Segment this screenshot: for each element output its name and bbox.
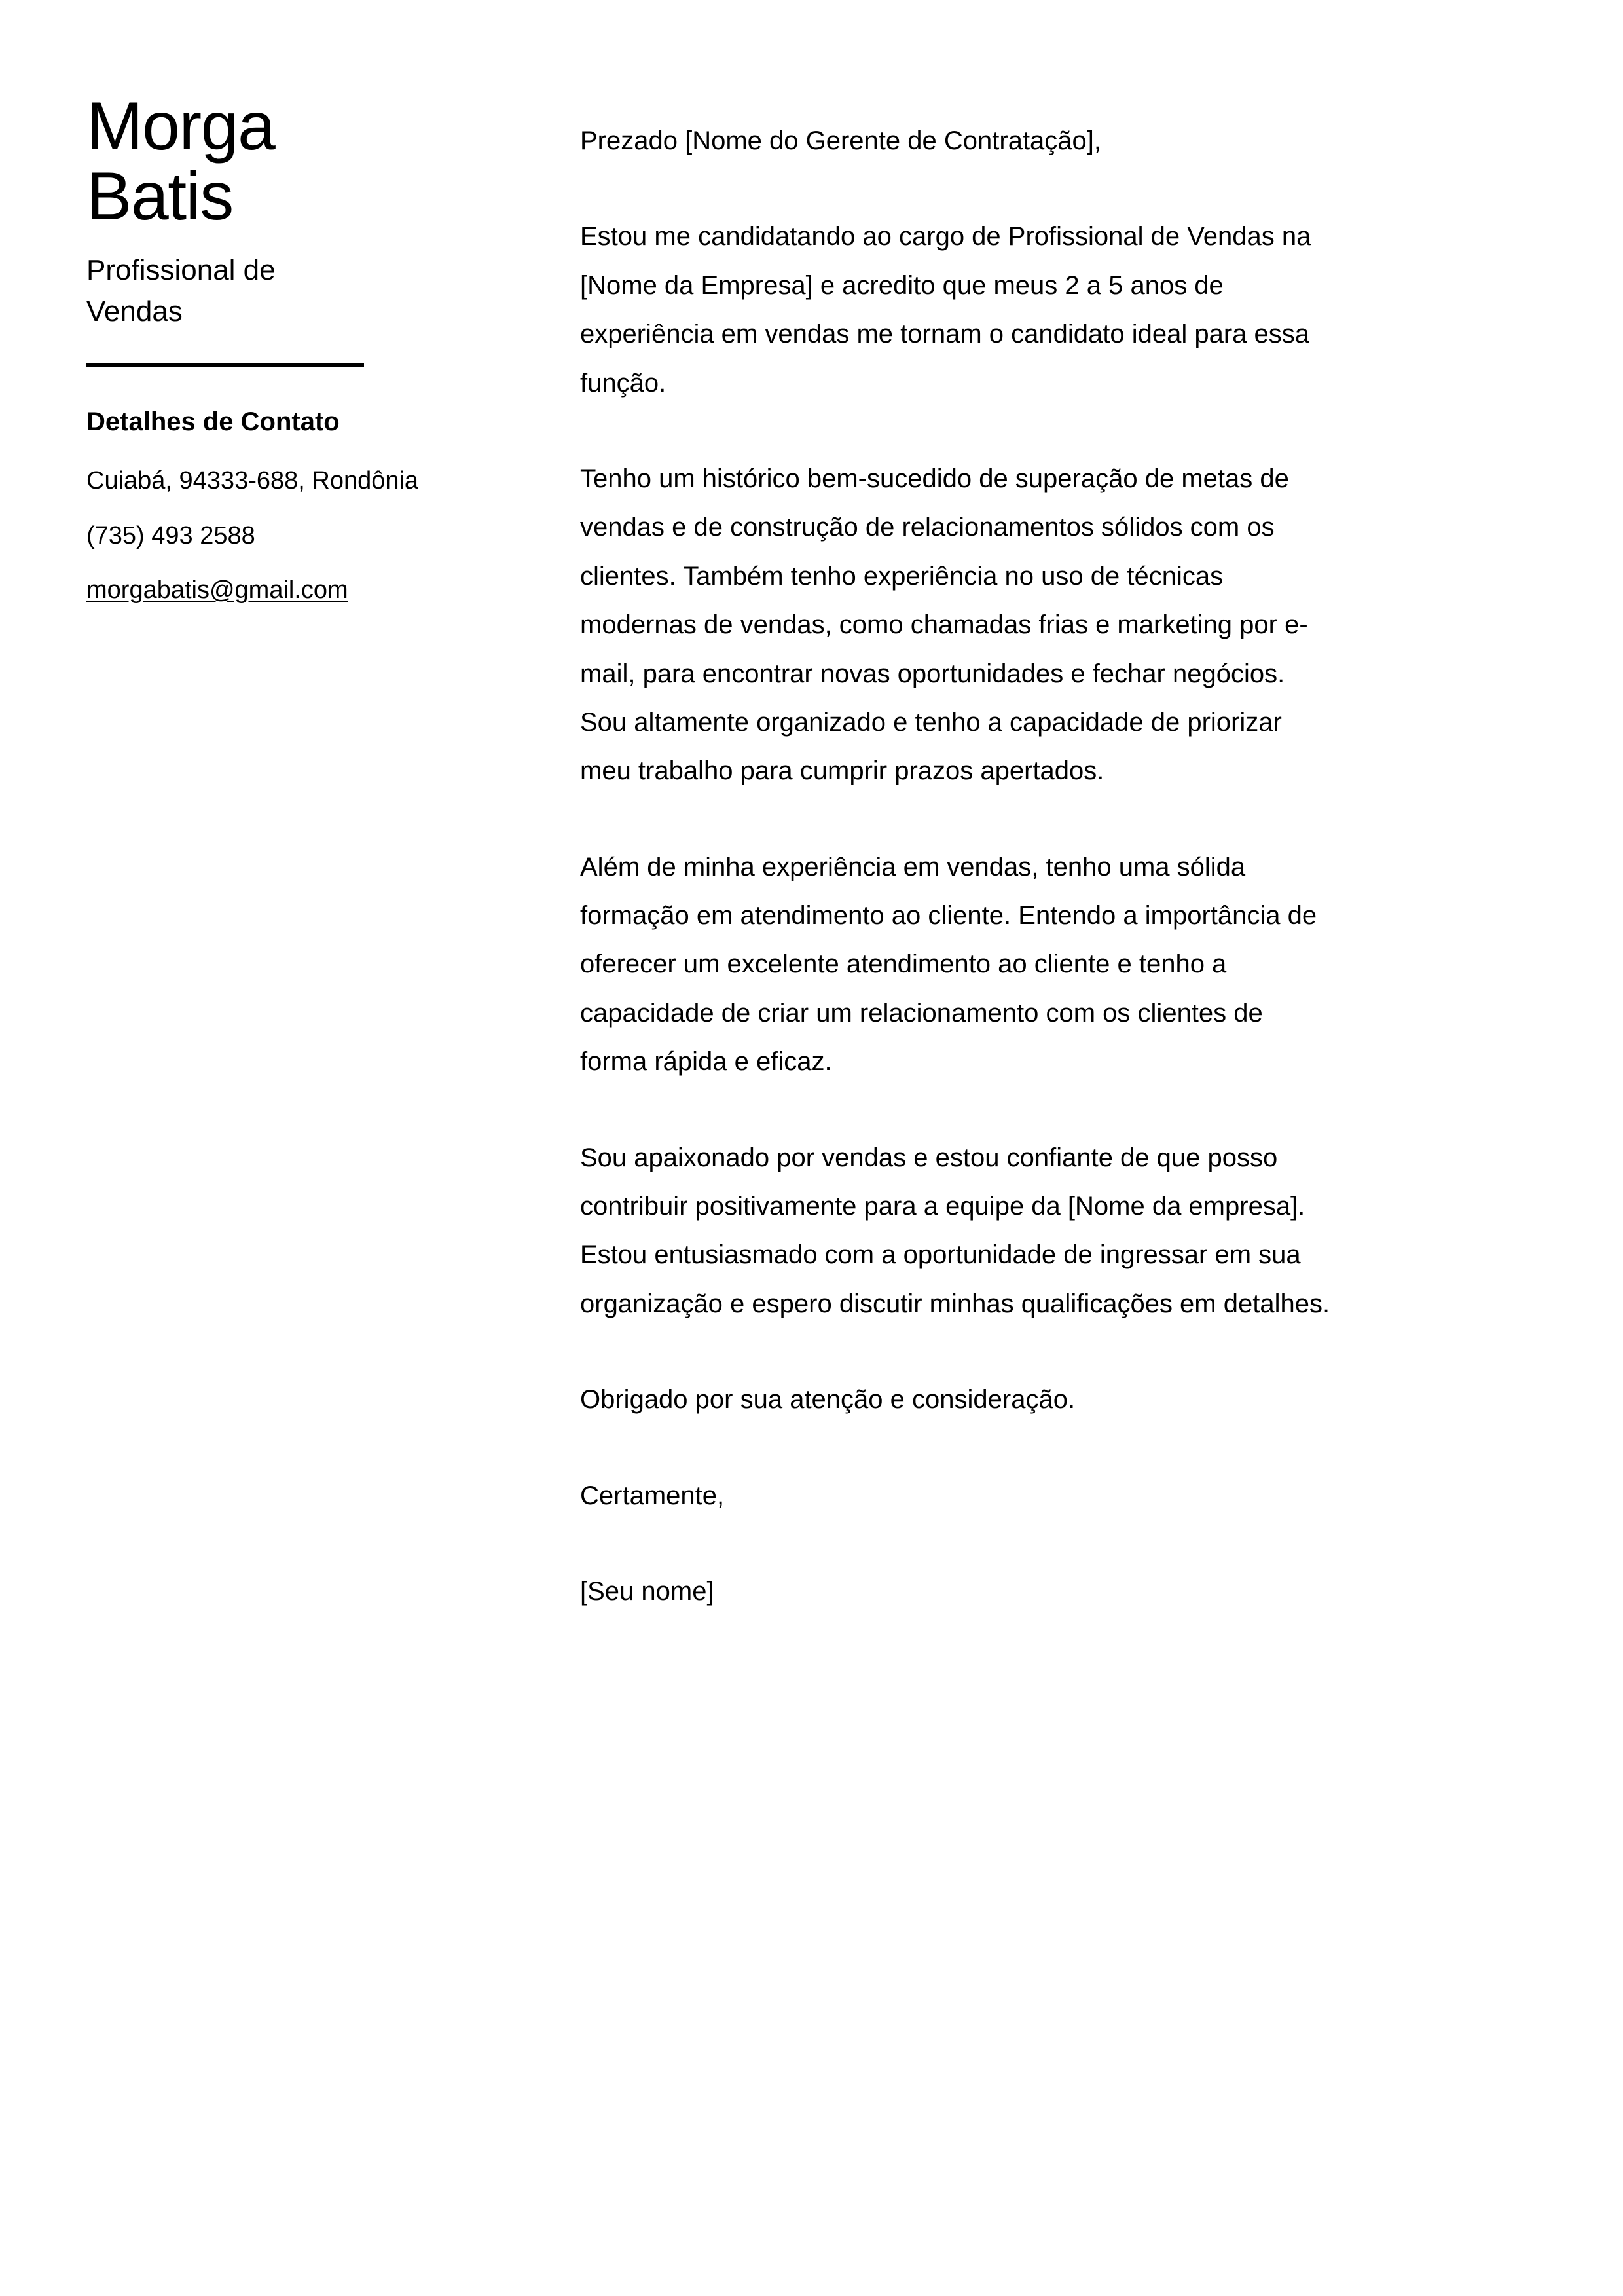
letter-signature: [Seu nome] bbox=[580, 1576, 714, 1606]
sidebar bbox=[0, 0, 563, 611]
contact-phone: (735) 493 2588 bbox=[86, 521, 255, 549]
contact-email-link[interactable]: morgabatis@gmail.com bbox=[86, 576, 348, 604]
letter-paragraph-1: Estou me candidatando ao cargo de Profissional de Vendas na [Nome da Empresa] e acredito que meus 2 a 5 anos de experiência em vendas me tornam o candidato ideal para essa função. bbox=[580, 222, 1311, 398]
letter-body bbox=[563, 0, 1460, 1616]
letter-paragraph-2: Tenho um histórico bem-sucedido de superação de metas de vendas e de construção de relacionamentos sólidos com os clientes. Também tenho experiência no uso de técnicas modernas de vendas, como chamadas frias e marketing por e-mail, para encontrar novas oportunidades e fechar negócios. Sou altamente organizado e tenho a capacidade de priorizar meu trabalho para cumprir prazos apertados. bbox=[580, 464, 1308, 786]
letter-salutation: Prezado [Nome do Gerente de Contratação], bbox=[580, 126, 1102, 155]
sidebar-divider bbox=[86, 363, 364, 367]
candidate-name bbox=[86, 88, 563, 235]
name-line-last: Batis bbox=[86, 158, 233, 235]
letter-paragraph-4: Sou apaixonado por vendas e estou confiante de que posso contribuir positivamente para a equipe da [Nome da empresa]. Estou entusiasmado com a oportunidade de ingressar em sua organização e espero discutir minhas qualificações em detalhes. bbox=[580, 1143, 1330, 1318]
job-title: Profissional de Vendas bbox=[86, 254, 276, 327]
contact-address: Cuiabá, 94333-688, Rondônia bbox=[86, 467, 419, 495]
letter-closing: Certamente, bbox=[580, 1481, 725, 1510]
contact-details-heading: Detalhes de Contato bbox=[86, 407, 340, 437]
contact-email-row bbox=[86, 570, 427, 611]
name-line-first: Morga bbox=[86, 88, 275, 164]
contact-details-list bbox=[86, 461, 563, 611]
letter-paragraph-3: Além de minha experiência em vendas, tenho uma sólida formação em atendimento ao cliente. Entendo a importância de oferecer um excelente atendimento ao cliente e tenho a capacidade de criar um relacionamento com os clientes de forma rápida e eficaz. bbox=[580, 852, 1317, 1077]
letter-paragraph-5: Obrigado por sua atenção e consideração. bbox=[580, 1385, 1076, 1415]
